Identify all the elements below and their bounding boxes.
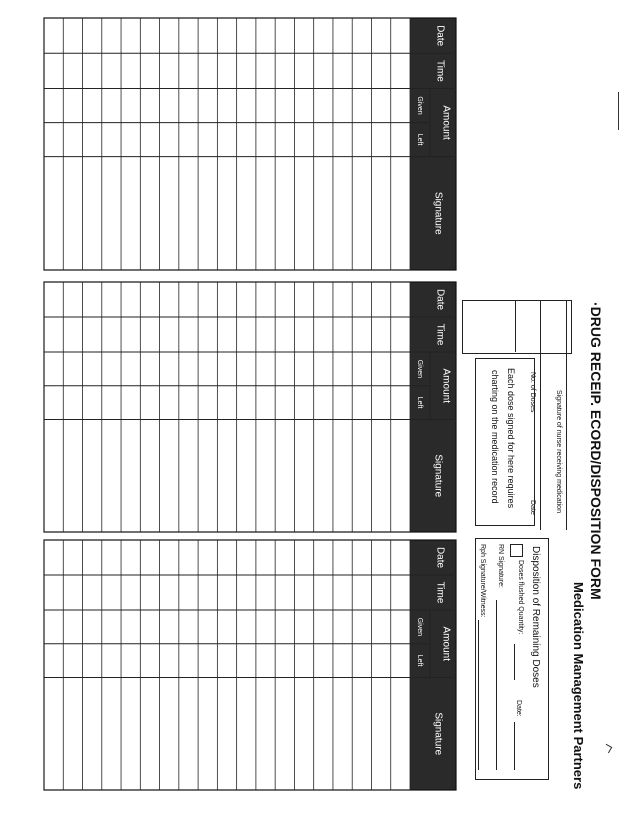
table-border: [44, 540, 456, 790]
col-left-header: Left: [416, 654, 424, 667]
col-date-header: Date: [434, 288, 446, 311]
col-signature-header: Signature: [432, 454, 444, 498]
disposition-item: Doses flushed Quantity:: [517, 560, 524, 635]
note-line-2: charting on the medication record: [490, 370, 500, 504]
disposition-date: Date:: [515, 700, 522, 717]
rn-signature-label: RN Signature:: [497, 544, 504, 588]
margin-mark: [618, 92, 619, 130]
table-3: [44, 540, 456, 790]
date-label: Date: [529, 500, 536, 515]
col-signature-header: Signature: [432, 712, 444, 756]
col-given-header: Given: [416, 359, 424, 379]
table-2: [44, 282, 456, 532]
table-border: [44, 18, 456, 270]
rph-signature-label: Rph Signature/Witness:: [479, 544, 486, 618]
rph-signature-line: [478, 620, 479, 770]
col-left-header: Left: [416, 396, 424, 409]
col-amount-header: Amount: [440, 368, 452, 403]
col-given-header: Given: [416, 617, 424, 637]
rn-signature-line: [496, 600, 497, 770]
stamp-box-divider: [515, 300, 516, 352]
table-1: [44, 18, 456, 270]
disposition-date-line: [514, 722, 515, 770]
no-doses-label: No. of Doses: [529, 372, 536, 413]
note-line-1: Each dose signed for here requires: [506, 368, 516, 509]
disposition-title: Disposition of Remaining Doses: [530, 546, 541, 688]
company-name: Medication Management Partners: [571, 582, 586, 790]
col-time-header: Time: [434, 59, 446, 82]
form-title: ·DRUG RECEIP. ECORD/DISPOSITION FORM: [588, 302, 604, 600]
col-time-header: Time: [434, 581, 446, 604]
col-signature-header: Signature: [432, 191, 444, 235]
col-date-header: Date: [434, 546, 446, 569]
quantity-line: [514, 644, 515, 680]
col-date-header: Date: [434, 25, 446, 47]
col-amount-header: Amount: [440, 105, 452, 140]
signature-label: Signature of nurse receiving medication: [555, 390, 562, 513]
doses-flushed-checkbox[interactable]: [510, 544, 523, 557]
table-border: [44, 282, 456, 532]
stamp-box: [462, 300, 572, 354]
col-amount-header: Amount: [440, 626, 452, 661]
note-box: [475, 358, 535, 526]
col-left-header: Left: [416, 133, 424, 146]
col-time-header: Time: [434, 323, 446, 346]
col-given-header: Given: [416, 96, 424, 115]
